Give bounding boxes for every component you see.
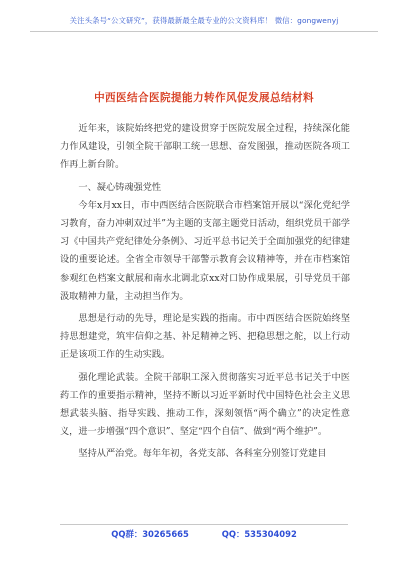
body-paragraph: 强化理论武装。全院干部职工深入贯彻落实习近平总书记关于中医药工作的重要指示精神，坚持不断以习近平新时代中国特色社会主义思想武装头脑、指导实践、推动工作，深刻领悟“两个确立”的决定性意义，进一步增强“四个意识”、坚定“四个自信”、做到“两个维护”。 (60, 371, 350, 438)
body-paragraph: 近年来，该院始终把党的建设贯穿于医院发展全过程，持续深化能力作风建设，引领全院干部职工统一思想、奋发图强，推动医院各项工作再上新台阶。 (60, 123, 350, 171)
body-paragraph: 坚持从严治党。每年年初，各党支部、各科室分别签订党建目 (78, 448, 327, 460)
header-banner: 关注头条号“公文研究”，获得最新最全最专业的公文资料库！ 微信：gongwenyj (69, 16, 339, 25)
footer-contact (0, 528, 408, 540)
qq-number-text: QQ：535304092 (221, 529, 297, 539)
document-title: 中西医结合医院提能力转作风促发展总结材料 (94, 92, 314, 104)
body-paragraph: 思想是行动的先导，理论是实践的指南。市中西医结合医院始终坚持思想建党，筑牢信仰之基、补足精神之钙、把稳思想之舵，以上行动正是该项工作的生动实践。 (60, 313, 350, 361)
section-heading: 一、凝心铸魂强党性 (78, 181, 162, 193)
body-paragraph: 今年x月xx日，市中西医结合医院联合市档案馆开展以“深化党纪学习教育，奋力冲刺双过半”为主题的支部主题党日活动，组织党员干部学习《中国共产党纪律处分条例》、习近平总书记关于全面加强党的纪律建设的重要论述。全省全市领导干部警示教育会议精神等，并在市档案馆参观红色档案文献展和南水北调北京xx对口协作成果展，引导党员干部汲取精神力量，主动担当作为。 (60, 199, 350, 302)
header-divider (30, 31, 378, 32)
footer-divider (60, 524, 348, 525)
qq-group-text: QQ群：30265665 (111, 529, 189, 539)
document-body (60, 120, 350, 464)
